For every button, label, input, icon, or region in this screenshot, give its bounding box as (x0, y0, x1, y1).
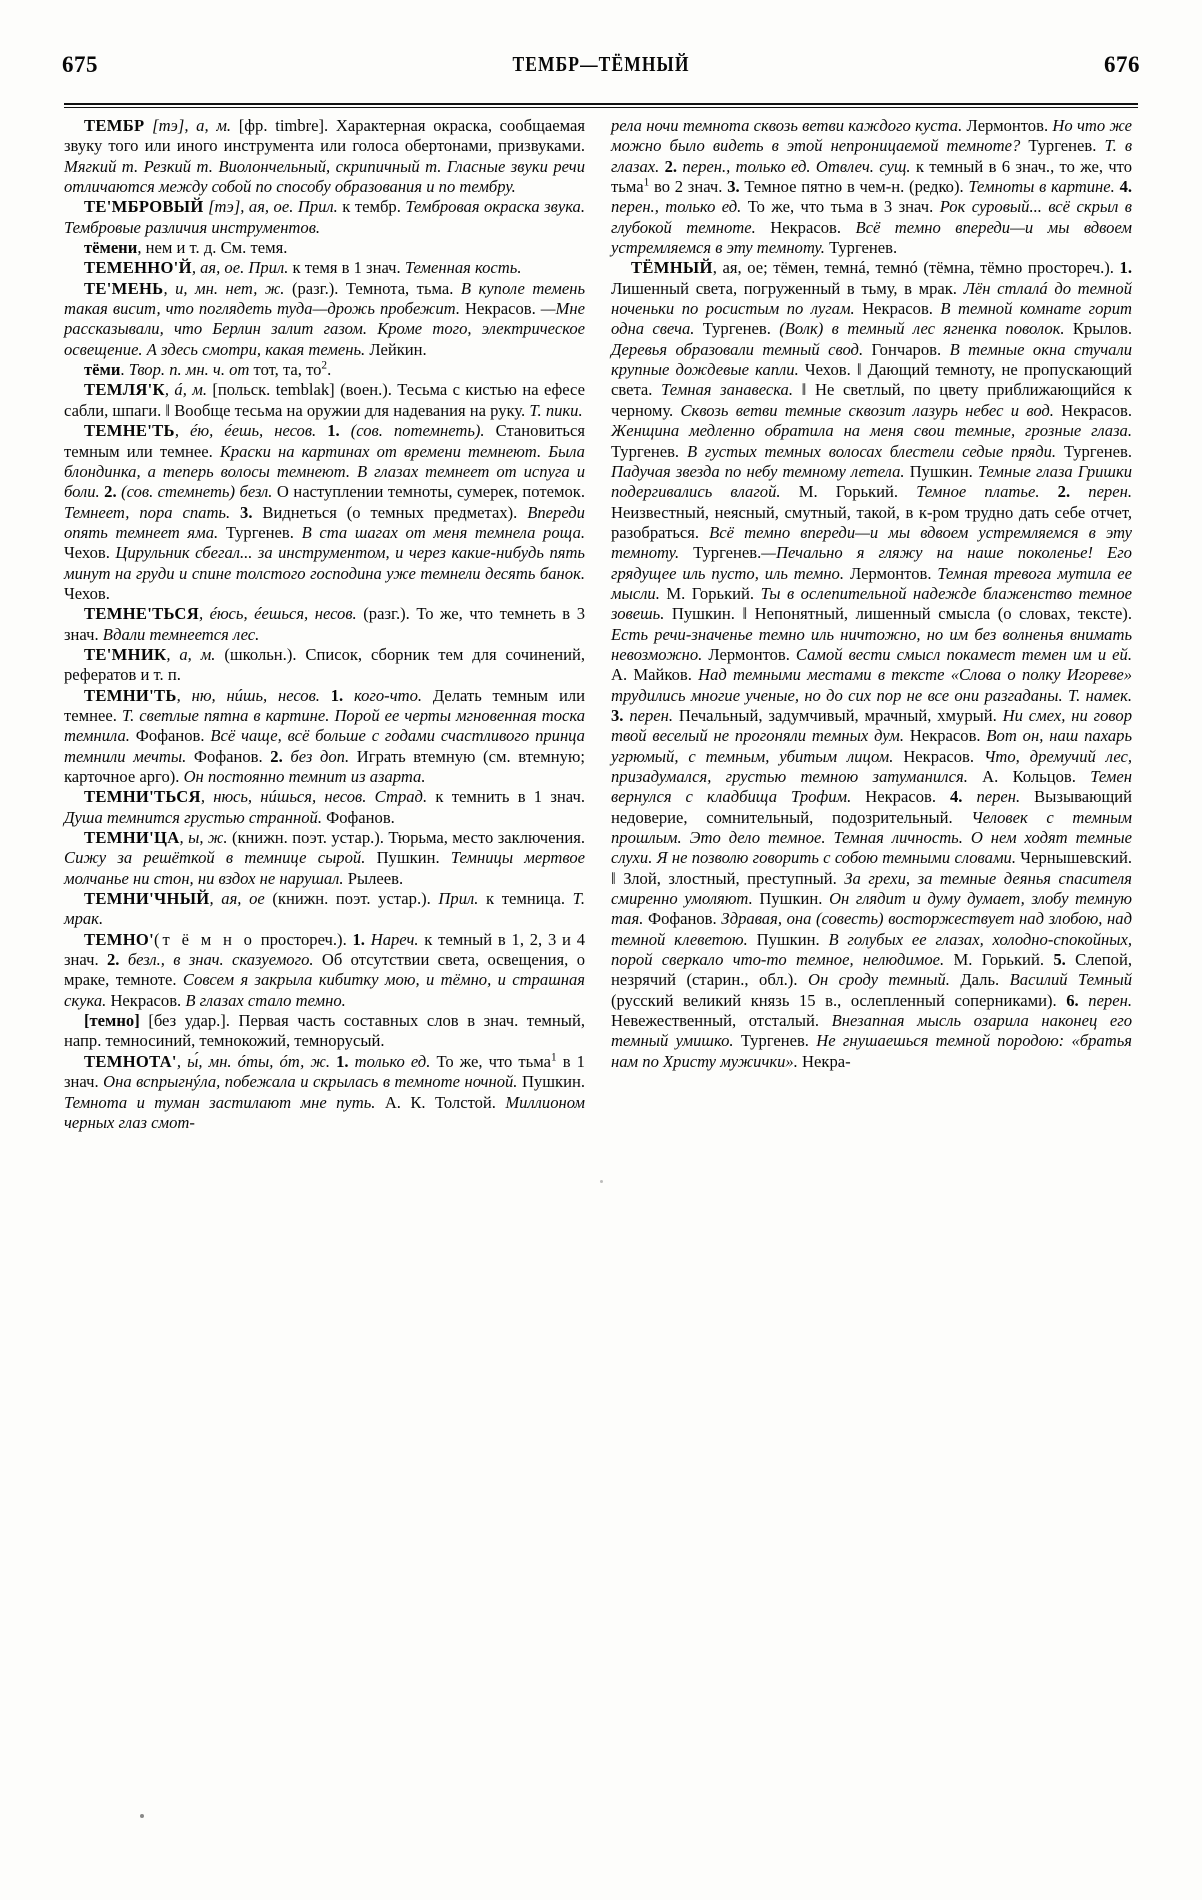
source: Чернышевский. (1020, 848, 1132, 868)
shade-divider: ‖ Не светлый, по цвету приближающийся к черному. (611, 380, 1132, 420)
entry-temno-adverb (64, 930, 585, 1011)
examples: Мягкий т. Резкий т. Виолончельный, скрипичный т. Гласные звуки речи отличаются между собой по способу образования и по тембру. (64, 156, 585, 197)
examples: Но что же можно было видеть в этой непроницаемой темноте? (611, 116, 1133, 156)
definition: Об отсутствии света, освещения, о мраке, темноте. (64, 950, 585, 990)
headword: тёмени (84, 238, 138, 258)
label: Прил. (248, 258, 289, 278)
examples: Всё чаще, всё больше с годами счастливого принца темнили мечты. (64, 726, 585, 766)
etymology: [польск. temblak] (212, 380, 335, 400)
grammar: , ы́, мн. óты, óт, ж. (176, 1051, 330, 1071)
examples: (Волк) в темный лес ягненка поволок. (779, 319, 1065, 339)
examples: В темной комнате горит одна свеча. (611, 299, 1132, 339)
headword: ТЕМНЕ'ТЬСЯ (84, 604, 199, 624)
source: Пушкин. (671, 604, 735, 624)
definition: Лишенный света, погруженный в тьму, в мрак. (611, 278, 957, 298)
label: Страд. (374, 787, 428, 807)
examples: Т. в глазах. (611, 136, 1133, 176)
sense-number: 2. (107, 950, 120, 970)
grammar-label: перен. (1088, 990, 1132, 1010)
homonym-index: 1 (643, 176, 650, 189)
definition: Темное пятно в чем-н. (редко). (739, 177, 964, 197)
definition: (русский великий князь 15 в., ослепленный соперниками). (611, 990, 1057, 1010)
entry-temi: тёми. Твор. п. мн. ч. от тот, та, $то^2$. (84, 359, 332, 380)
left-column (64, 116, 585, 1860)
headword: ТЕМНО' (84, 929, 155, 949)
running-head (62, 52, 1140, 80)
sense-number: 2. (1057, 482, 1071, 502)
examples: Рок суровый... всё скрыл в глубокой темноте. (611, 197, 1132, 237)
definition: Вызывающий недоверие, сомнительный, подозрительный. (611, 787, 1133, 827)
headword: ТЕ'МБРОВЫЙ (84, 197, 204, 217)
entry-temnota-continued (611, 116, 1132, 258)
entry-temnichniy (64, 889, 585, 930)
grammar: , ая, ое; тёмен, темнá, темнó (тёмна, тёмно простореч.). (712, 258, 1114, 278)
scan-speck (140, 1814, 144, 1818)
definition: Невежественный, отсталый. (611, 1011, 820, 1031)
headword: тёми (84, 360, 121, 380)
examples: Теменная кость. (404, 258, 522, 278)
examples: В глазах стало темно. (185, 990, 346, 1010)
source: Некрасов. (1061, 400, 1133, 420)
examples: Всё темно впереди—и мы вдвоем устремляемся в эту темноту. (611, 522, 1132, 563)
source: Некрасов. (465, 299, 536, 319)
definition: Тюрьма, место заключения. (383, 828, 585, 848)
header-rule (64, 103, 1138, 108)
examples: Т. намек. (1067, 685, 1132, 705)
source: Тургенев. (693, 543, 762, 563)
source: Фофанов. (193, 746, 263, 766)
examples: Деревья образовали темный свод. (611, 339, 864, 359)
definition: к темя в 1 знач. (288, 258, 401, 278)
headword: ТЕМЕННО'Й (84, 258, 192, 278)
entry-temen (64, 279, 585, 360)
headword: ТЕМНЕ'ТЬ (84, 421, 175, 441)
definition: в 1 знач. (64, 1051, 585, 1092)
source: Фофанов. (647, 909, 717, 929)
examples: Темное платье. (916, 482, 1040, 502)
entry-tembroviy (64, 197, 585, 238)
examples: Душа темнится грустью странной. (64, 807, 322, 827)
sense-number: 1. (330, 685, 344, 705)
source: Лермонтов. (966, 116, 1049, 135)
grammar-label: перен. (976, 787, 1021, 807)
grammar: , а, м. (166, 644, 216, 664)
sense-number: 4. (949, 787, 963, 807)
grammar-label: перен., только ед. Отвлеч. сущ. (682, 156, 911, 176)
definition: То же, что темнеть в 3 знач. (64, 604, 585, 644)
grammar: , éю, éешь, несов. (174, 421, 317, 441)
headword: ТЕМНОТА' (84, 1051, 177, 1071)
source: Лейкин. (369, 339, 427, 359)
examples: —Мне рассказывали, что Берлин залит газом. Кроме того, электрическое освещение. А здесь смотри, какая темень. (64, 299, 585, 359)
source: А. К. Толстой. (384, 1092, 496, 1112)
grammar: , ы, ж. (179, 828, 228, 848)
pronunciation: [тэ] (152, 116, 185, 135)
examples: Темницы мертвое молчанье ни стон, ни вздох не нарушал. (64, 848, 585, 888)
source: М. Горький. (666, 583, 755, 603)
examples: Т. светлые пятна в картине. Порой ее черты мгновенная тоска темнила. (64, 705, 585, 746)
grammar: , и, мн. нет, ж. (163, 278, 285, 298)
definition: Печальный, задумчивый, мрачный, хмурый. (673, 705, 997, 725)
examples: Темная тревога мутила ее мысли. (611, 563, 1133, 603)
label: Прил. (297, 197, 338, 217)
examples: Она вспрыгнýла, побежала и скрылась в темноте ночной. (103, 1072, 518, 1092)
sense-number: 1. (1119, 258, 1132, 278)
usage-label: (книжн. поэт. устар.). (231, 828, 384, 848)
examples: Ни смех, ни говор твой веселый не прогоняли темных дум. (611, 705, 1132, 746)
examples: Над темными местами в тексте «Слова о полку Игореве» трудились многие ученые, но до сих пор не все они разгаданы. (611, 665, 1133, 705)
sense-number: 3. (727, 177, 740, 197)
examples: В густых темных волосах блестели седые пряди. (686, 441, 1057, 461)
definition: Делать темным или темнее. (64, 685, 585, 725)
usage-label: (книжн. поэт. устар.). (272, 889, 431, 909)
headword: ТЁМНЫЙ (631, 258, 713, 278)
sense-number: 3. (611, 705, 624, 725)
source: Чехов. (64, 543, 110, 563)
sense-number: 2. (270, 746, 283, 766)
entry-temnota (64, 1052, 585, 1133)
headword: ТЕМНИ'ЦА (84, 828, 180, 848)
definition: к темнить в 1 знач. (427, 787, 585, 807)
examples: Вдали темнеется лес. (102, 624, 260, 644)
aspect-pair: (сов. потемнеть). (350, 421, 485, 441)
source: Некрасов. (110, 990, 182, 1010)
source: Тургенев. (740, 1031, 809, 1051)
examples: Темная занавеска. (661, 380, 793, 400)
source: Рылеев. (347, 868, 404, 888)
examples: Всё темно впереди—и мы вдвоем устремляемся в эту темноту. (611, 217, 1132, 258)
text-columns (64, 116, 1138, 1860)
headword: ТЕМНИ'ЧНЫЙ (84, 889, 210, 909)
examples: Здравая, она (совесть) восторжествует над злобою, над темной клеветою. (611, 909, 1132, 949)
entry-temnet (64, 421, 585, 604)
examples: Цирульник сбегал... за инструментом, и через какие-нибудь пять минут на груди и спине толстого господина уже темнели десять банок. (64, 543, 585, 583)
etymology: [фр. timbre]. (238, 116, 329, 135)
definition: к тембр. (337, 197, 401, 217)
examples: В куполе темень такая висит, что поглядеть туда—дрожь пробежит. (64, 278, 585, 319)
examples: Темнота и туман застилают мне путь. (64, 1092, 376, 1112)
examples: Он глядит и думу думает, злобу темную тая. (611, 889, 1133, 929)
pronunciation: [тэ] (208, 197, 241, 217)
headword: ТЕМБР (84, 116, 145, 135)
examples: Совсем я закрыла кибитку мою, и тёмно, и страшная скука. (64, 970, 585, 1010)
examples: Темные глаза Гришки подергивались влагой. (611, 461, 1132, 502)
grammar-label: безл., в знач. сказуемого. (127, 950, 314, 970)
examples: Темен вернулся с кладбища Трофим. (611, 767, 1132, 807)
examples-continued: рела ночи темнота сквозь ветви каждого куста. (611, 116, 963, 135)
definition: во 2 знач. (649, 177, 723, 197)
headword: ТЕ'МЕНЬ (84, 278, 164, 298)
examples: Т. мрак. (64, 889, 585, 929)
aspect-pair: (сов. стемнеть) (121, 482, 236, 502)
examples: Он сроду темный. (807, 970, 950, 990)
entry-tembr (64, 116, 585, 197)
entry-temnit (64, 686, 585, 788)
examples: Сквозь ветви темные сквозит лазурь небес и вод. (680, 400, 1054, 420)
entry-temnitsa (64, 828, 585, 889)
source: М. Горький. (798, 482, 899, 502)
running-title: ТЕМБР—ТЁМНЫЙ (512, 52, 690, 76)
examples: Лён стлалá до темной ноченьки по росистым по лугам. (611, 278, 1132, 319)
definition: к темный в 6 знач., то же, что тьма (611, 156, 1132, 197)
entry-temlyak (64, 380, 585, 421)
examples: Человек с темным прошлым. Это дело темное. Темная личность. (611, 807, 1132, 848)
definition: к темница. (478, 889, 565, 909)
grammar-label: без доп. (290, 746, 350, 766)
definition: То же, что тьма в 3 знач. (741, 197, 934, 217)
grammar-label: безл. (239, 482, 273, 502)
folio-left: 675 (62, 52, 98, 77)
homonym-index: 1 (550, 1051, 557, 1064)
grammar: Твор. п. мн. ч. от (128, 360, 250, 380)
definition: Играть втемную (см. втемную; карточное арго). (64, 746, 585, 786)
source: Даль. (960, 970, 1000, 990)
sense-number: 1. (352, 929, 365, 949)
source: Пушкин. (521, 1072, 585, 1092)
examples: Есть речи-значенье темно иль ничтожно, но им без волненья внимать невозможно. (611, 624, 1132, 664)
source: Гончаров. (871, 339, 942, 359)
source: Тургенев. (1063, 441, 1132, 461)
definition: Тесьма с кистью на ефесе сабли, шпаги. ‖ Вообще тесьма на оружии для надевания на руку. (64, 380, 585, 420)
examples: Он постоянно темнит из азарта. (183, 767, 426, 786)
pronunciation-variant: (т ё м н о (154, 929, 255, 949)
examples: В ста шагах от меня темнела роща. (301, 522, 586, 542)
examples: Темнеет, пора спать. (64, 502, 231, 522)
source: Тургенев. (225, 522, 294, 542)
source: Лермонтов. (708, 644, 790, 664)
sense-number: 1. (327, 421, 340, 441)
headword: ТЕМНИ'ТЬСЯ (84, 787, 201, 807)
examples: В темные окна стучали крупные дождевые капли. (611, 339, 1132, 380)
examples: Ты в ослепительной надежде блаженство темное зовешь. (611, 583, 1133, 624)
grammar: , ая, ое. (191, 258, 245, 278)
entry-temnik (64, 645, 585, 686)
sense-number: 5. (1053, 950, 1066, 970)
source: Некрасов. (862, 299, 933, 319)
examples: Что, дремучий лес, призадумался, грустью темною затуманился. (611, 746, 1133, 786)
definition: к темный в 1, 2, 3 и 4 знач. (64, 929, 585, 970)
examples: Впереди опять темнеет яма. (64, 502, 585, 542)
grammar: [без удар.]. (148, 1011, 230, 1031)
definition: О наступлении темноты, сумерек, потемок. (272, 482, 585, 502)
definition: Виднеться (о темных предметах). (252, 502, 518, 522)
grammar: , ая, ое (209, 889, 265, 909)
right-column (611, 116, 1132, 1860)
entry-temennoy (64, 258, 585, 278)
entry-temnitsya (64, 787, 585, 828)
examples: Вот он, наш пахарь угрюмый, с темным, убитым лицом. (611, 726, 1133, 766)
examples: В голубых ее глазах, холодно-спокойных, порой сверкало что-то темное, нелюдимое. (611, 929, 1133, 970)
grammar-label: Нареч. (370, 929, 419, 949)
sense-number: 2. (104, 482, 117, 502)
grammar-label: перен. (1088, 482, 1132, 502)
definition: Характерная окраска, сообщаемая звуку того или иного инструмента или голоса обертонами, призвуками. (64, 116, 585, 156)
grammar: , ая, ое. (240, 197, 294, 217)
entry-tyomniy (611, 258, 1132, 1072)
usage-label: (разг.). (291, 278, 339, 298)
sense-number: 1. (336, 1051, 349, 1071)
headword: ТЕМНИ'ТЬ (84, 685, 177, 705)
examples: О нем ходят темные слухи. Я не позволю говорить с собою темными словами. (611, 828, 1132, 868)
source: А. Кольцов. (982, 767, 1076, 786)
definition: Неизвестный, неясный, смутный, такой, в к-ром трудно дать себе отчет, разобраться. (611, 502, 1132, 542)
grammar-label: только ед. (354, 1051, 431, 1071)
grammar: , нем и т. д. (137, 238, 217, 258)
source: Некрасов. (770, 217, 841, 237)
source: А. Майков. (611, 665, 692, 685)
source-continued: Некра- (802, 1051, 851, 1071)
grammar: , á, м. (164, 380, 208, 400)
grammar: , éюсь, éешься, несов. (198, 604, 357, 624)
headword: [темно] (84, 1011, 140, 1031)
examples: За грехи, за темные деянья спасителя смиренно умоляют. (611, 868, 1132, 909)
source: Лермонтов. (849, 563, 932, 583)
definition: Становиться темным или темнее. (64, 421, 585, 461)
definition: Слепой, незрячий (старин., обл.). (611, 950, 1133, 990)
source: Тургенев. (611, 441, 680, 461)
grammar-label: перен. (629, 705, 674, 725)
definition: См. темя. (216, 238, 288, 258)
examples: Сижу за решёткой в темнице сырой. (64, 848, 366, 868)
examples: Не гнушаешься темной породою: «братья нам по Христу мужички». (611, 1031, 1132, 1071)
source: Тургенев. (1028, 136, 1097, 156)
shade-divider: ‖ Злой, злостный, преступный. (611, 868, 837, 888)
sense-number: 4. (1119, 177, 1133, 197)
source: Фофанов. (326, 807, 395, 827)
shade-divider: ‖ Непонятный, лишенный смысла (о словах, тексте). (742, 604, 1132, 624)
grammar-label: кого-что. (353, 685, 423, 705)
grammar: , ню, нúшь, несов. (176, 685, 320, 705)
definition: Первая часть составных слов в знач. темный, напр. темносиний, темнокожий, темнорусый. (64, 1011, 585, 1051)
source: Тургенев. (702, 319, 771, 339)
grammar: , нюсь, нúшься, несов. (200, 787, 367, 807)
usage-label: (разг.). (363, 604, 410, 624)
source: Фофанов. (135, 726, 205, 746)
source: М. Горький. (953, 950, 1044, 970)
examples: —Печально я гляжу на наше поколенье! Его грядущее иль пусто, иль темно. (611, 543, 1132, 583)
definition: Список, сборник тем для сочинений, рефератов и т. п. (64, 644, 585, 685)
source: Пушкин. (759, 889, 823, 909)
sense-number: 3. (240, 502, 253, 522)
source: Некрасов. (909, 726, 981, 746)
sense-number: 6. (1066, 990, 1079, 1010)
source: Пушкин. (756, 929, 820, 949)
source: Крылов. (1072, 319, 1132, 339)
usage-label: (школьн.). (224, 644, 297, 664)
definition: То же, что тьма (430, 1051, 551, 1071)
examples: Внезапная мысль озарила наконец его темный умишко. (611, 1011, 1132, 1051)
definition: тот, та, то (249, 360, 322, 380)
examples: Тембровая окраска звука. Тембровые различия инструментов. (64, 197, 586, 237)
headword: ТЕМЛЯ'К (84, 380, 165, 400)
folio-right: 676 (1104, 52, 1140, 77)
usage-label: (воен.). (340, 380, 392, 400)
grammar: , а, м. (184, 116, 232, 135)
examples: Падучая звезда по небу темному летела. (611, 461, 905, 481)
source: Некрасов. (903, 746, 975, 766)
grammar-label: перен., только ед. (611, 197, 742, 217)
entry-temnetsya (64, 604, 585, 645)
homonym-index: 2 (321, 359, 328, 372)
source: Чехов. (804, 360, 851, 380)
label: Прил. (438, 889, 479, 909)
examples-continued: Миллионом черных глаз смот- (64, 1092, 585, 1132)
source: Пушкин. (376, 848, 440, 868)
source: Некрасов. (865, 787, 936, 807)
headword: ТЕ'МНИК (84, 644, 167, 664)
source: Тургенев. (829, 238, 898, 258)
examples: Темноты в картине. (968, 177, 1115, 197)
examples: Краски на картинах от времени темнеют. Была блондинка, а теперь волосы темнеют. В глазах темнеет от испуга и боли. (64, 441, 585, 502)
entry-temeni (64, 238, 585, 258)
source: Пушкин. (909, 461, 973, 481)
scan-speck (600, 1180, 603, 1183)
shade-divider: ‖ Дающий темноту, не пропускающий света. (611, 360, 1132, 400)
sense-number: 2. (664, 156, 678, 176)
examples: Т. пики. (529, 400, 583, 420)
examples: Самой вести смысл покамест темен им и ей. (795, 644, 1132, 664)
definition: Темнота, тьма. (338, 278, 454, 298)
examples: Василий Темный (1009, 970, 1132, 990)
entry-temno-prefix (64, 1011, 585, 1052)
source: Чехов. (64, 583, 110, 603)
examples: Женщина медленно обратила на меня свои темные, грозные глаза. (611, 421, 1132, 441)
usage-label: простореч.). (260, 929, 347, 949)
